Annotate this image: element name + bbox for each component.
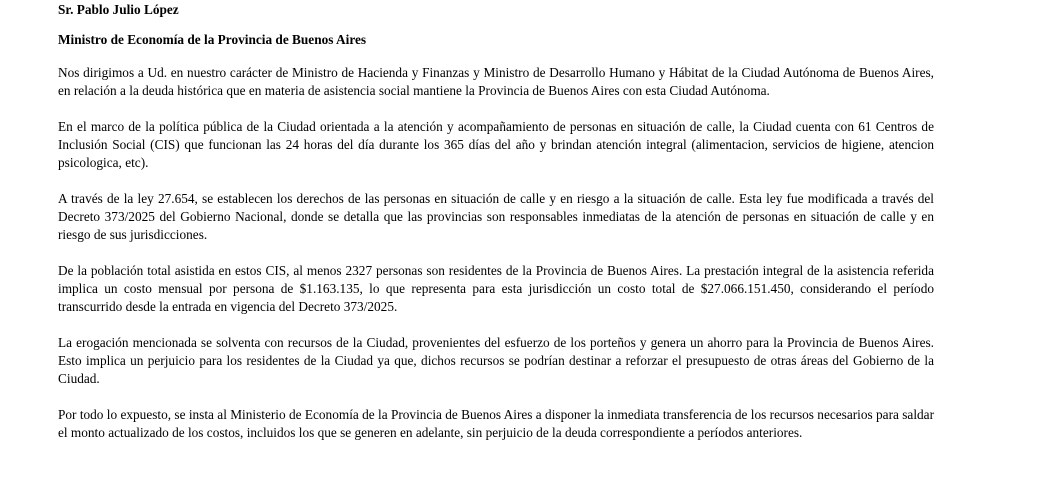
addressee-title: Ministro de Economía de la Provincia de Buenos Aires: [58, 32, 367, 47]
paragraph-legal-framework: A través de la ley 27.654, se establecen los derechos de las personas en situación de calle y en riesgo a la situación de calle. Esta ley fue modificada a través del Decreto 373/2025 del Gobierno Nacional, donde se detalla que las provincias son responsables inmediatas de la atención de personas en situación de calle y en riesgo de sus jurisdicciones.: [58, 191, 934, 242]
paragraph-context: En el marco de la política pública de la Ciudad orientada a la atención y acompañamiento de personas en situación de calle, la Ciudad cuenta con 61 Centros de Inclusión Social (CIS) que funcionan las 24 horas del día durante los 365 días del año y brindan atención integral (alimentacion, servicios de higiene, atencion psicologica, etc).: [58, 119, 934, 170]
paragraph-request: Por todo lo expuesto, se insta al Ministerio de Economía de la Provincia de Buenos Aires a disponer la inmediata transferencia de los recursos necesarios para saldar el monto actualizado de los costos, incluidos los que se generen en adelante, sin perjuicio de la deuda correspondiente a períodos anteriores.: [58, 407, 934, 440]
paragraph-costs: De la población total asistida en estos CIS, al menos 2327 personas son residentes de la Provincia de Buenos Aires. La prestación integral de la asistencia referida implica un costo mensual por persona de $1.163.135, lo que representa para esta jurisdicción un costo total de $27.066.151.450, considerando el período transcurrido desde la entrada en vigencia del Decreto 373/2025.: [58, 263, 934, 314]
addressee-name: Sr. Pablo Julio López: [58, 2, 179, 17]
letter-body: [58, 0, 934, 442]
paragraph-introduction: Nos dirigimos a Ud. en nuestro carácter de Ministro de Hacienda y Finanzas y Ministro de Desarrollo Humano y Hábitat de la Ciudad Autónoma de Buenos Aires, en relación a la deuda histórica que en materia de asistencia social mantiene la Provincia de Buenos Aires con esta Ciudad Autónoma.: [58, 65, 934, 98]
paragraph-impact: La erogación mencionada se solventa con recursos de la Ciudad, provenientes del esfuerzo de los porteños y genera un ahorro para la Provincia de Buenos Aires. Esto implica un perjuicio para los residentes de la Ciudad ya que, dichos recursos se podrían destinar a reforzar el presupuesto de otras áreas del Gobierno de la Ciudad.: [58, 335, 934, 386]
